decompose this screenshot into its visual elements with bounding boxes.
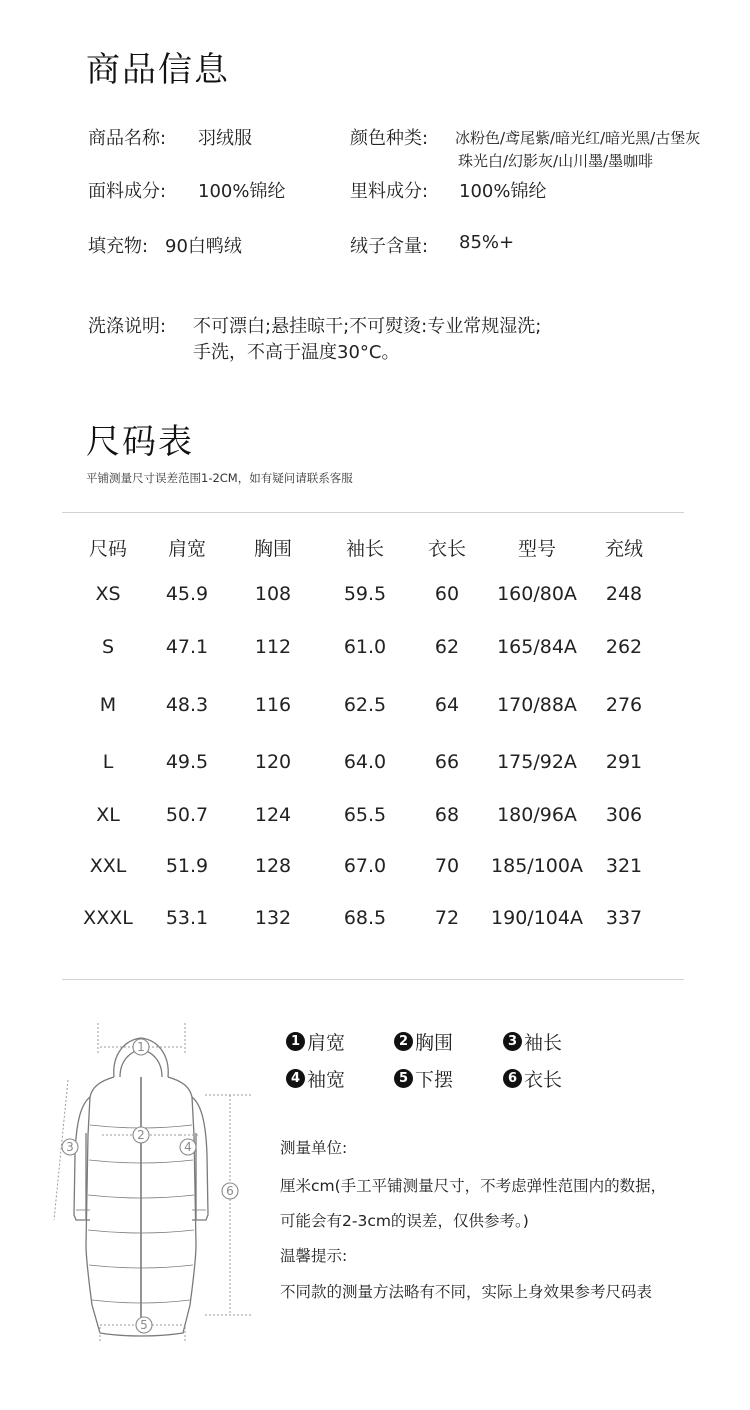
coat-measurement-diagram	[40, 1015, 265, 1345]
table-cell: 116	[254, 694, 292, 716]
wash-instructions-line2: 手洗，不高于温度30°C。	[193, 342, 400, 363]
down-content-label: 绒子含量:	[350, 236, 429, 257]
table-cell: XS	[95, 583, 121, 605]
table-header-cell: 尺码	[88, 538, 128, 560]
table-cell: M	[99, 694, 117, 716]
size-chart-subtitle: 平铺测量尺寸误差范围1-2CM，如有疑问请联系客服	[86, 471, 353, 485]
table-cell: 64.0	[343, 751, 387, 773]
lining-label: 里料成分:	[350, 181, 429, 202]
table-cell: 321	[605, 855, 643, 877]
table-cell: 306	[605, 804, 643, 826]
table-cell: 120	[254, 751, 292, 773]
color-values-line2: 珠光白/幻影灰/山川墨/墨咖啡	[458, 152, 654, 170]
product-name-value: 羽绒服	[198, 128, 252, 149]
table-cell: 48.3	[165, 694, 209, 716]
measure-unit-title: 测量单位:	[280, 1139, 348, 1157]
table-cell: 64	[434, 694, 460, 716]
diagram-marker-2: 2	[137, 1128, 145, 1142]
diagram-marker-3: 3	[66, 1140, 74, 1154]
table-cell: 61.0	[343, 636, 387, 658]
legend-item-4	[286, 1065, 345, 1092]
diagram-marker-5: 5	[140, 1318, 148, 1332]
tip-title: 温馨提示:	[280, 1247, 348, 1265]
table-cell: 180/96A	[497, 804, 577, 826]
table-cell: 160/80A	[497, 583, 577, 605]
filling-label: 填充物:	[88, 236, 149, 257]
table-cell: 53.1	[165, 907, 209, 929]
table-cell: 72	[434, 907, 460, 929]
table-cell: 65.5	[343, 804, 387, 826]
color-values-line1: 冰粉色/鸢尾紫/暗光红/暗光黑/古堡灰	[455, 129, 701, 147]
down-content-value: 85%+	[459, 232, 515, 253]
fabric-label: 面料成分:	[88, 181, 167, 202]
table-cell: 276	[605, 694, 643, 716]
table-cell: 47.1	[165, 636, 209, 658]
legend-item-3	[503, 1028, 562, 1055]
table-cell: 59.5	[343, 583, 387, 605]
legend-label: 肩宽	[307, 1032, 346, 1054]
table-cell: XXL	[89, 855, 127, 877]
number-6-badge: 6	[503, 1069, 522, 1088]
table-cell: 132	[254, 907, 292, 929]
wash-instructions-line1: 不可漂白;悬挂晾干;不可熨烫:专业常规湿洗;	[193, 316, 542, 337]
diagram-marker-6: 6	[226, 1184, 234, 1198]
diagram-marker-4: 4	[184, 1140, 192, 1154]
table-cell: 62.5	[343, 694, 387, 716]
legend-label: 胸围	[415, 1032, 454, 1054]
size-chart-title: 尺码表	[86, 422, 194, 462]
coat-outline-icon	[74, 1038, 208, 1336]
table-cell: S	[101, 636, 115, 658]
table-cell: 262	[605, 636, 643, 658]
table-header-cell: 肩宽	[167, 538, 207, 560]
table-cell: 291	[605, 751, 643, 773]
wash-label: 洗涤说明:	[88, 316, 167, 337]
table-cell: 337	[605, 907, 643, 929]
measure-unit-line2: 可能会有2-3cm的误差，仅供参考。)	[280, 1212, 529, 1230]
legend-label: 袖长	[524, 1032, 563, 1054]
number-5-badge: 5	[394, 1069, 413, 1088]
table-cell: 62	[434, 636, 460, 658]
table-cell: 185/100A	[491, 855, 583, 877]
table-cell: XL	[96, 804, 120, 826]
table-cell: 175/92A	[497, 751, 577, 773]
table-cell: 49.5	[165, 751, 209, 773]
product-info-title: 商品信息	[86, 50, 230, 90]
table-cell: 70	[434, 855, 460, 877]
diagram-marker-1: 1	[137, 1040, 145, 1054]
measurement-lines	[54, 1023, 252, 1341]
number-4-badge: 4	[286, 1069, 305, 1088]
table-cell: 124	[254, 804, 292, 826]
table-cell: L	[102, 751, 114, 773]
table-cell: 60	[434, 583, 460, 605]
table-cell: 50.7	[165, 804, 209, 826]
table-header-cell: 型号	[517, 538, 557, 560]
table-cell: 108	[254, 583, 292, 605]
table-cell: 170/88A	[497, 694, 577, 716]
number-3-badge: 3	[503, 1032, 522, 1051]
legend-item-2	[394, 1028, 453, 1055]
table-header-cell: 胸围	[253, 538, 293, 560]
legend-label: 袖宽	[307, 1069, 346, 1091]
filling-value: 90白鸭绒	[165, 236, 242, 257]
table-cell: 128	[254, 855, 292, 877]
diagram-markers	[62, 1039, 238, 1333]
table-cell: 165/84A	[497, 636, 577, 658]
table-cell: 67.0	[343, 855, 387, 877]
number-2-badge: 2	[394, 1032, 413, 1051]
fabric-value: 100%锦纶	[198, 181, 286, 202]
table-cell: 190/104A	[491, 907, 583, 929]
table-cell: 45.9	[165, 583, 209, 605]
table-cell: 248	[605, 583, 643, 605]
table-header-cell: 衣长	[427, 538, 467, 560]
table-header-cell: 袖长	[345, 538, 385, 560]
table-cell: 66	[434, 751, 460, 773]
color-label: 颜色种类:	[350, 128, 429, 149]
table-cell: 51.9	[165, 855, 209, 877]
number-1-badge: 1	[286, 1032, 305, 1051]
product-name-label: 商品名称:	[88, 128, 167, 149]
table-cell: 112	[254, 636, 292, 658]
table-cell: 68.5	[343, 907, 387, 929]
table-cell: XXXL	[83, 907, 133, 929]
legend-label: 衣长	[524, 1069, 563, 1091]
legend-item-1	[286, 1028, 345, 1055]
table-cell: 68	[434, 804, 460, 826]
measure-unit-line1: 厘米cm(手工平铺测量尺寸，不考虑弹性范围内的数据，	[280, 1177, 667, 1195]
legend-label: 下摆	[415, 1069, 454, 1091]
table-header-cell: 充绒	[604, 538, 644, 560]
lining-value: 100%锦纶	[459, 181, 547, 202]
legend-item-5	[394, 1065, 453, 1092]
legend-item-6	[503, 1065, 562, 1092]
table-bottom-divider	[62, 979, 684, 980]
tip-text: 不同款的测量方法略有不同，实际上身效果参考尺码表	[280, 1283, 653, 1301]
